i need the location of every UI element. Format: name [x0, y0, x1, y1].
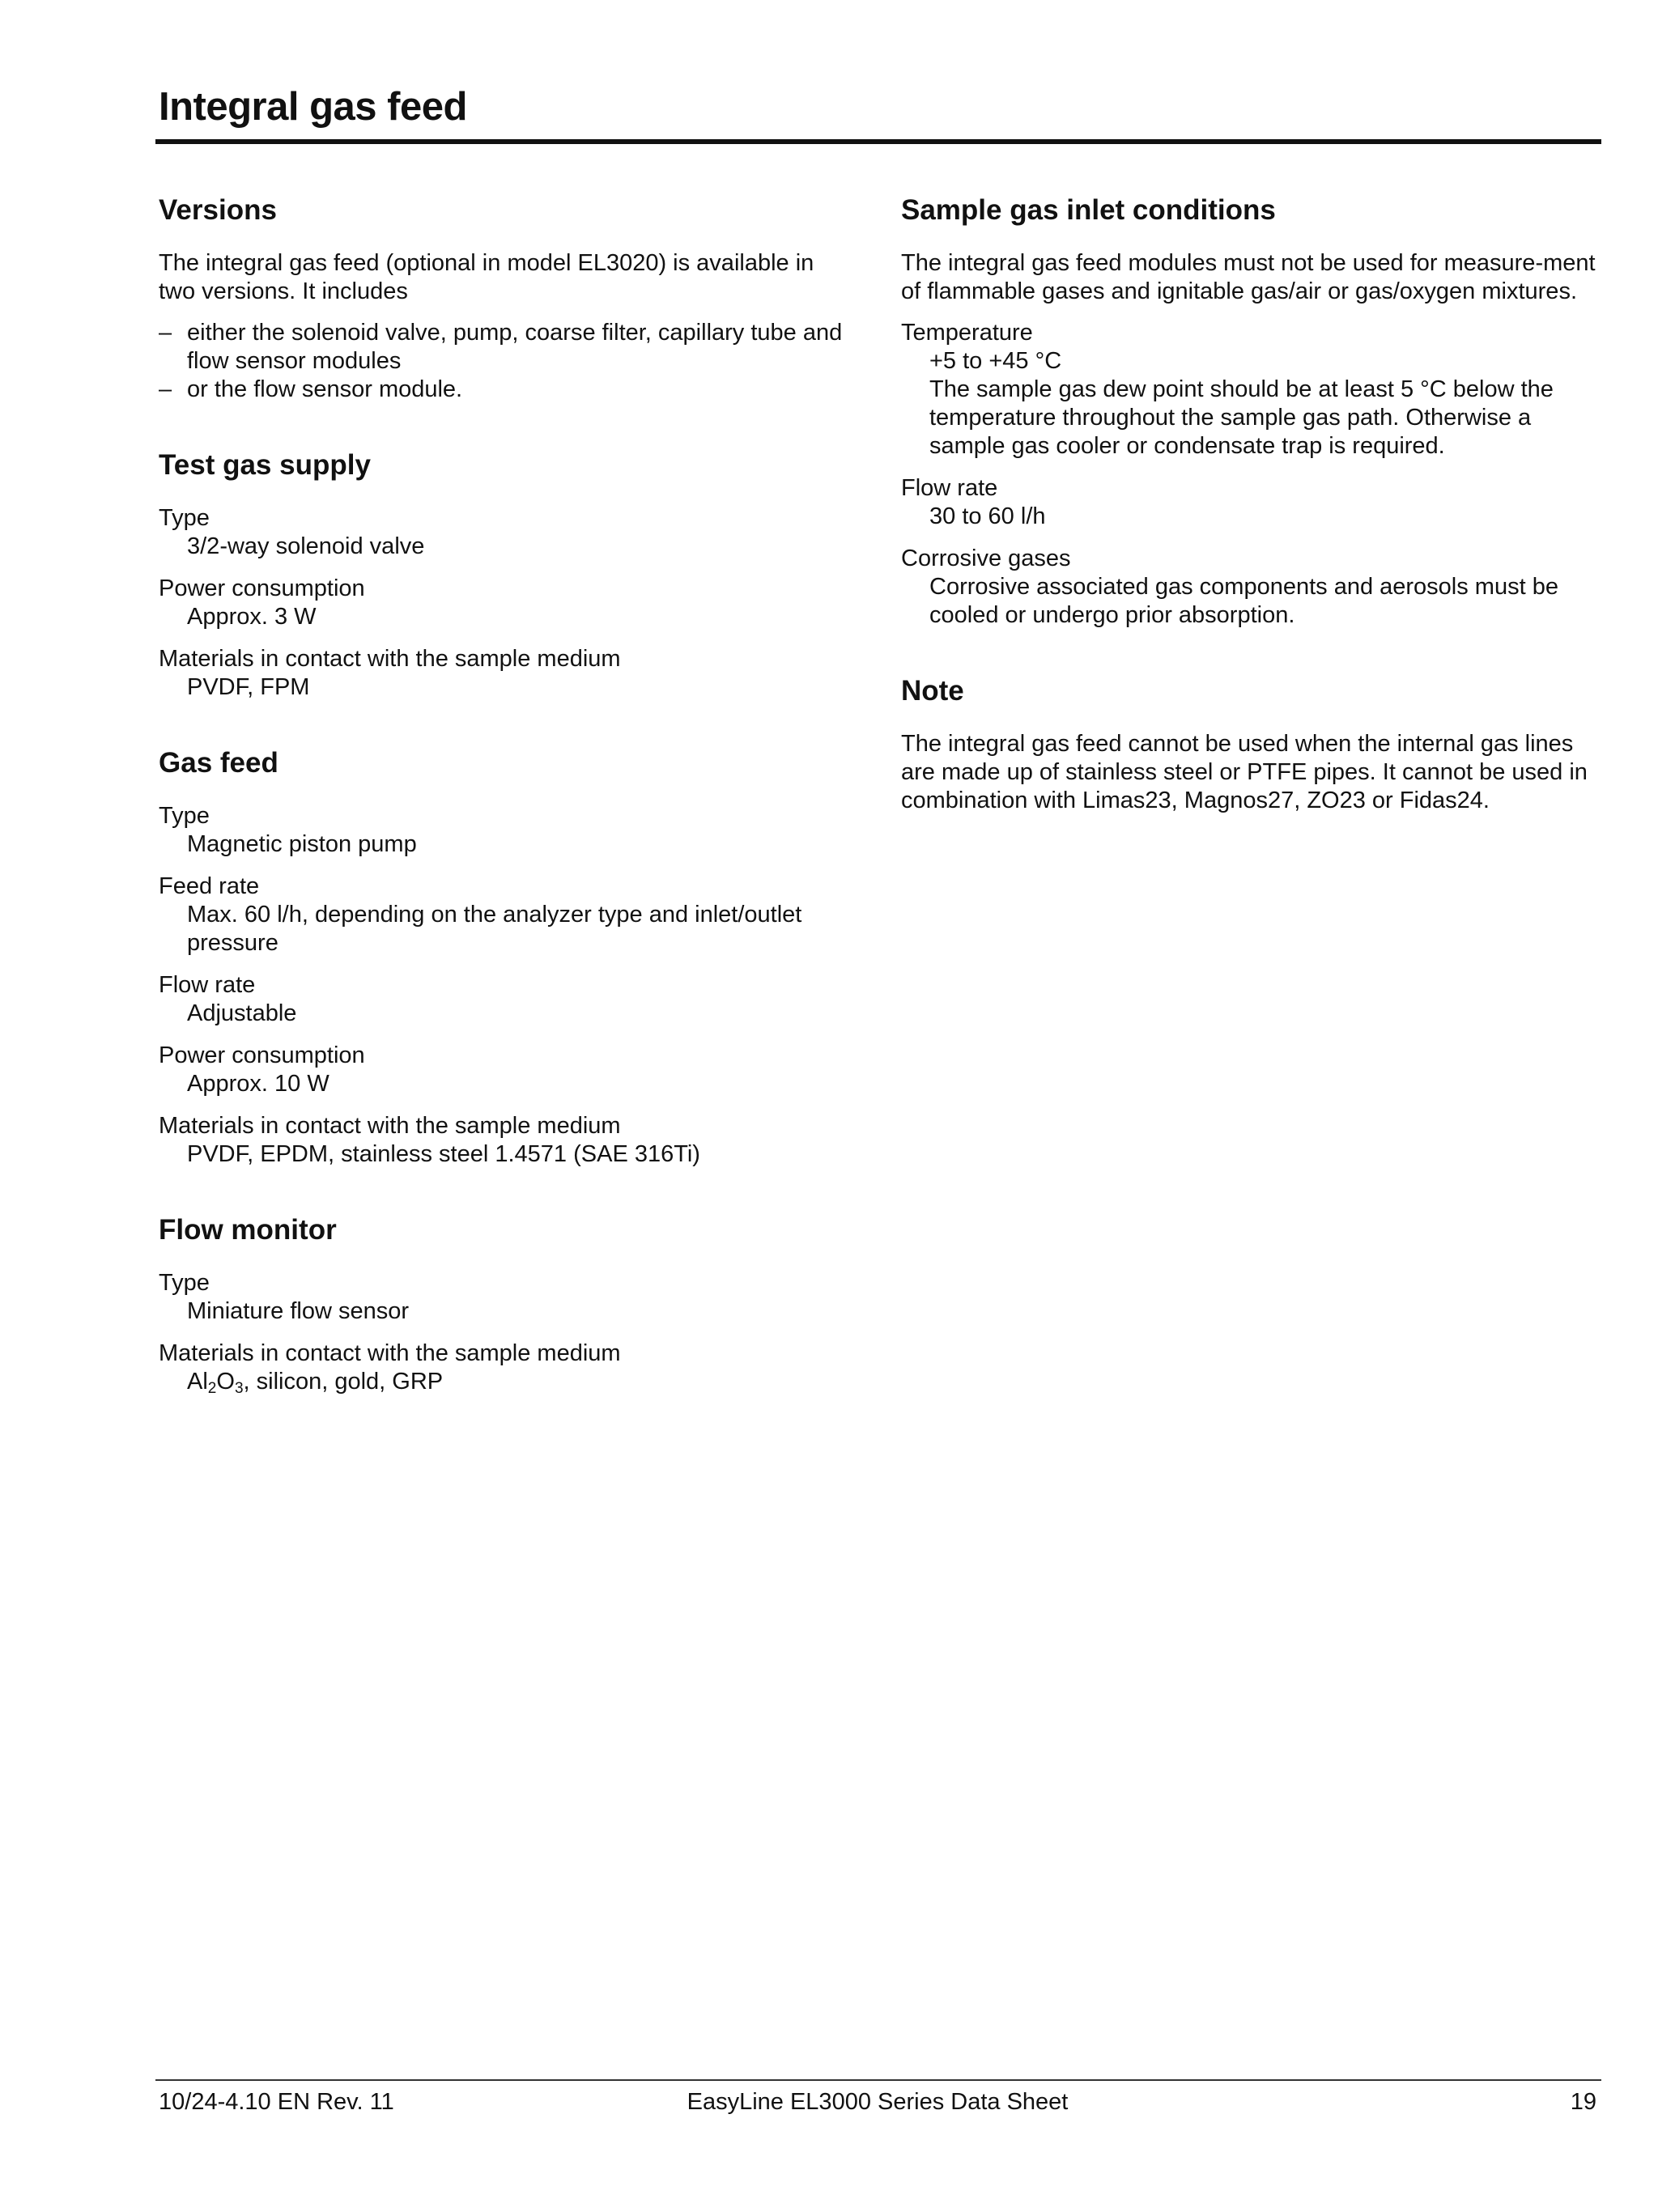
spec-value: Magnetic piston pump — [187, 831, 417, 857]
spec-value: 30 to 60 l/h — [929, 503, 1046, 529]
list-item-text: either the solenoid valve, pump, coarse filter, capillary tube and flow sensor modules — [187, 320, 843, 374]
flow-monitor-section — [159, 1211, 855, 1396]
formula-text: O — [216, 1369, 235, 1395]
spec-label: Materials in contact with the sample medium — [159, 646, 621, 672]
spec-power-consumption — [159, 575, 855, 631]
spec-materials — [159, 645, 855, 702]
spec-value: Approx. 10 W — [187, 1071, 329, 1097]
spec-label: Materials in contact with the sample medium — [159, 1340, 621, 1366]
spec-label: Type — [159, 803, 210, 829]
spec-materials — [159, 1112, 855, 1169]
footer-rule — [155, 2079, 1601, 2081]
spec-feed-rate — [159, 872, 855, 957]
spec-note: The sample gas dew point should be at least 5 °C below the temperature throughout the sample gas path. Otherwise a sample gas cooler or condensate trap is required. — [929, 376, 1554, 459]
versions-intro: The integral gas feed (optional in model EL3020) is available in two versions. It includes — [159, 250, 814, 304]
spec-type — [159, 504, 855, 561]
spec-type — [159, 1269, 855, 1326]
spec-value: Miniature flow sensor — [187, 1298, 409, 1324]
footer-revision: 10/24-4.10 EN Rev. 11 — [159, 2089, 394, 2115]
spec-value: 3/2-way solenoid valve — [187, 533, 425, 559]
spec-label: Type — [159, 1270, 210, 1296]
spec-materials — [159, 1340, 855, 1396]
footer-page-number: 19 — [1570, 2089, 1596, 2115]
formula-text: , silicon, gold, GRP — [243, 1369, 444, 1395]
versions-list — [159, 319, 855, 404]
sample-gas-inlet-section — [901, 191, 1601, 630]
right-column — [901, 191, 1601, 857]
sample-gas-inlet-heading: Sample gas inlet conditions — [901, 194, 1276, 226]
flow-monitor-heading: Flow monitor — [159, 1214, 337, 1246]
list-item — [159, 319, 855, 376]
sample-gas-inlet-intro: The integral gas feed modules must not be used for measure-ment of flammable gases and ignitable gas/air or gas/oxygen mixtures. — [901, 250, 1596, 304]
spec-label: Flow rate — [901, 475, 998, 501]
spec-type — [159, 802, 855, 859]
spec-value: PVDF, EPDM, stainless steel 1.4571 (SAE 316Ti) — [187, 1141, 700, 1167]
left-column — [159, 191, 855, 1438]
title-rule — [155, 139, 1601, 144]
dash-bullet: – — [159, 320, 172, 346]
note-text: The integral gas feed cannot be used when the internal gas lines are made up of stainless steel or PTFE pipes. It cannot be used in combination with Limas23, Magnos27, ZO23 or Fidas24. — [901, 731, 1588, 813]
dash-bullet: – — [159, 376, 172, 402]
spec-label: Power consumption — [159, 575, 365, 601]
spec-label: Temperature — [901, 320, 1033, 346]
spec-temperature — [901, 319, 1601, 461]
note-section — [901, 672, 1601, 815]
spec-value: Approx. 3 W — [187, 604, 317, 630]
subscript: 3 — [234, 1380, 244, 1397]
spec-flow-rate — [901, 474, 1601, 531]
test-gas-supply-heading: Test gas supply — [159, 449, 371, 481]
spec-label: Corrosive gases — [901, 546, 1071, 571]
spec-power-consumption — [159, 1042, 855, 1098]
list-item — [159, 376, 855, 404]
subscript: 2 — [207, 1380, 217, 1397]
spec-flow-rate — [159, 971, 855, 1028]
versions-heading: Versions — [159, 194, 277, 226]
spec-label: Type — [159, 505, 210, 531]
spec-label: Power consumption — [159, 1042, 365, 1068]
gas-feed-section — [159, 744, 855, 1169]
gas-feed-heading: Gas feed — [159, 747, 278, 779]
list-item-text: or the flow sensor module. — [187, 376, 463, 402]
spec-label: Feed rate — [159, 873, 260, 899]
note-heading: Note — [901, 675, 964, 707]
spec-value: Max. 60 l/h, depending on the analyzer type and inlet/outlet pressure — [187, 902, 802, 956]
spec-corrosive-gases — [901, 545, 1601, 630]
spec-value-formula — [159, 1368, 855, 1396]
spec-value: Adjustable — [187, 1000, 297, 1026]
spec-value: PVDF, FPM — [187, 674, 310, 700]
versions-section — [159, 191, 855, 404]
formula-text: Al — [187, 1369, 208, 1395]
spec-value: Corrosive associated gas components and aerosols must be cooled or undergo prior absorption. — [929, 574, 1558, 628]
spec-label: Flow rate — [159, 972, 256, 998]
page-title: Integral gas feed — [159, 85, 467, 129]
footer-document-title: EasyLine EL3000 Series Data Sheet — [687, 2089, 1069, 2115]
test-gas-supply-section — [159, 446, 855, 702]
spec-value: +5 to +45 °C — [929, 348, 1062, 374]
spec-label: Materials in contact with the sample medium — [159, 1113, 621, 1139]
